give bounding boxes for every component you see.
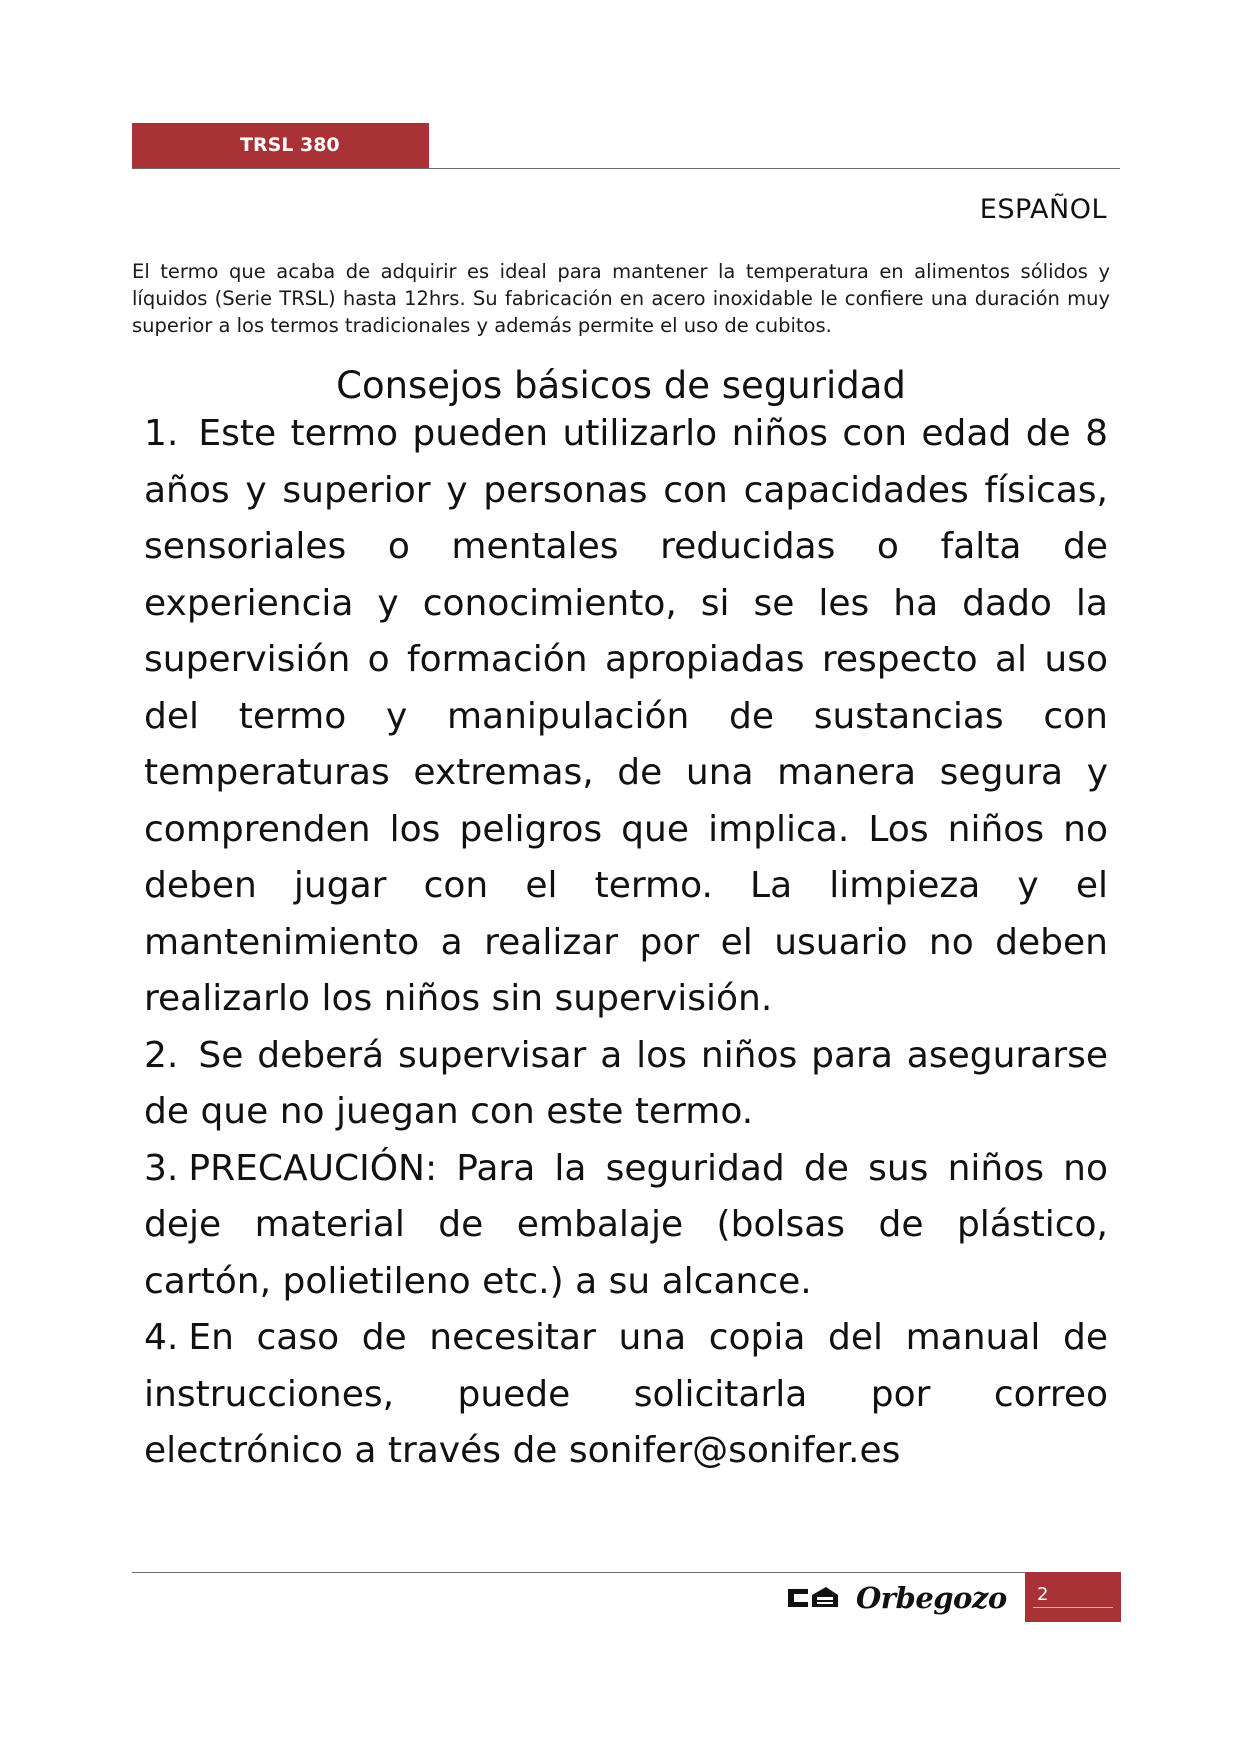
advice-item: [144, 1028, 1108, 1141]
section-title: Consejos básicos de seguridad: [336, 364, 906, 407]
brand-name: Orbegozo: [856, 1581, 1007, 1615]
brand-mark-icon: [786, 1585, 840, 1611]
advice-number: 1.: [144, 413, 179, 454]
advice-item: [144, 1141, 1108, 1311]
page-number-box: [1025, 1572, 1121, 1622]
advice-item: [144, 1310, 1108, 1480]
model-label: TRSL 380: [240, 134, 340, 156]
page-number: 2: [1037, 1584, 1049, 1605]
advice-text: Este termo pueden utilizarlo niños con edad de 8 años y superior y personas con capacidades físicas, sensoriales o mentales reducidas o falta de experiencia y conocimiento, si se les ha dado la supervisión o formación apropiadas respecto al uso del termo y manipulación de sustancias con temperaturas extremas, de una manera segura y comprenden los peligros que implica. Los niños no deben jugar con el termo. La limpieza y el mantenimiento a realizar por el usuario no deben realizarlo los niños sin supervisión.: [144, 413, 1108, 1019]
model-tab: [132, 123, 429, 168]
page-box-line: [1033, 1607, 1113, 1608]
intro-paragraph: El termo que acaba de adquirir es ideal para mantener la temperatura en alimentos sólidos y líquidos (Serie TRSL) hasta 12hrs. Su fabricación en acero inoxidable le confiere una duración muy superior a los termos tradicionales y además permite el uso de cubitos.: [132, 260, 1110, 337]
advice-number: 2.: [144, 1034, 179, 1076]
brand-logo: [786, 1576, 1016, 1620]
header-divider: [132, 168, 1120, 169]
footer-divider: [132, 1572, 1120, 1573]
advice-item: [144, 406, 1108, 1028]
language-label: ESPAÑOL: [979, 194, 1107, 225]
advice-text: PRECAUCIÓN: Para la seguridad de sus niños no deje material de embalaje (bolsas de plástico, cartón, polietileno etc.) a su alcance.: [144, 1147, 1108, 1302]
advice-text: En caso de necesitar una copia del manual de instrucciones, puede solicitarla por correo electrónico a través de sonifer@sonifer.es: [144, 1317, 1108, 1471]
advice-number: 4.: [144, 1317, 179, 1358]
advice-text: Se deberá supervisar a los niños para asegurarse de que no juegan con este termo.: [144, 1034, 1108, 1132]
advice-number: 3.: [144, 1147, 179, 1189]
safety-advice-list: [144, 406, 1108, 1480]
